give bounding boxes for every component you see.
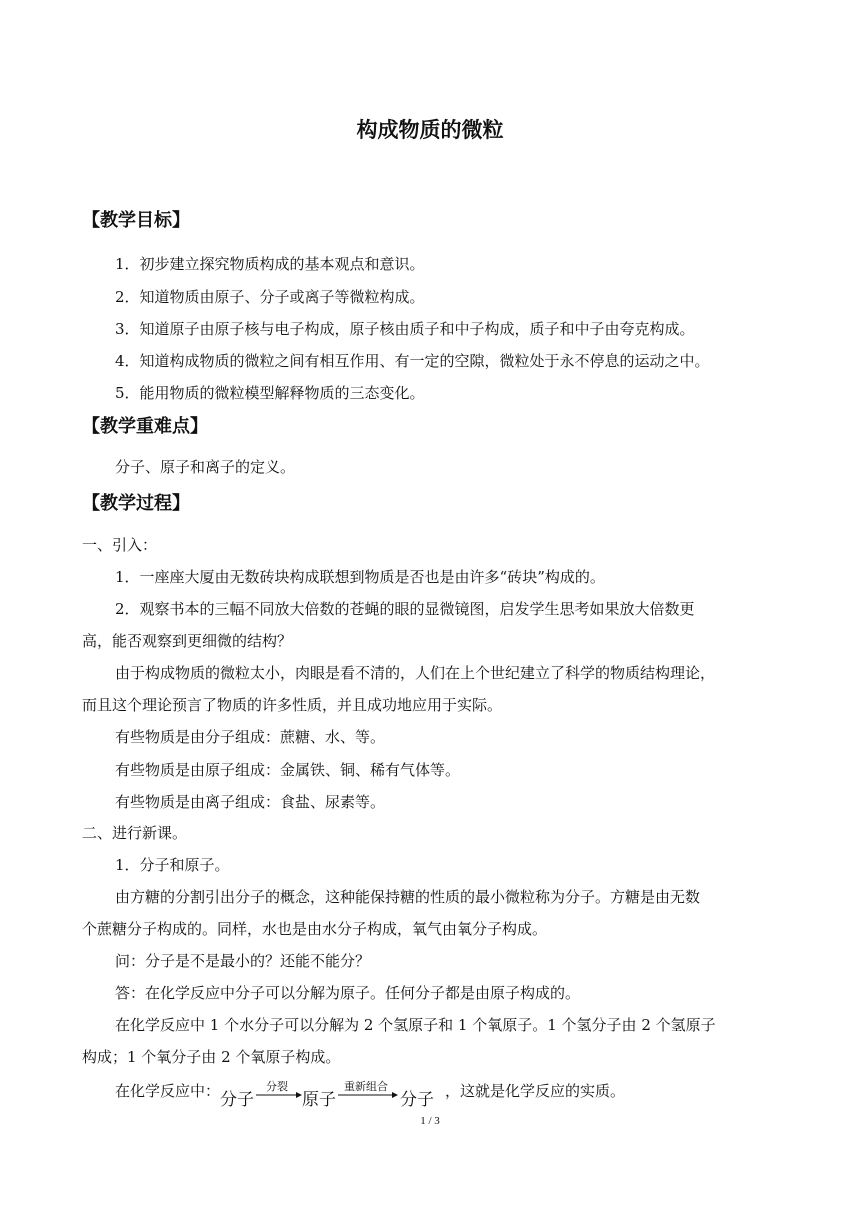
objective-item-2: 2．知道物质由原子、分子或离子等微粒构成。 [115,288,425,306]
part1-para-b: 而且这个理论预言了物质的许多性质，并且成功地应用于实际。 [82,696,503,714]
scheme-suffix: ，这就是化学反应的实质。 [445,1082,626,1100]
scheme-atom: 原子 [302,1090,337,1109]
part2-question: 问：分子是不是最小的？还能不能分？ [115,952,371,970]
key-points-text: 分子、原子和离子的定义。 [115,458,296,476]
scheme-arrow-2-head [392,1092,398,1098]
part1-label: 一、引入： [82,536,158,554]
reaction-scheme-line [115,1079,626,1109]
process-heading: 【教学过程】 [82,493,190,514]
part1-atom-line: 有些物质是由原子组成：金属铁、铜、稀有气体等。 [115,761,461,779]
part1-item-2a: 2．观察书本的三幅不同放大倍数的苍蝇的眼的显微镜图，启发学生思考如果放大倍数更 [115,600,695,618]
part2-sub-1: 1．分子和原子。 [115,856,230,874]
part1-item-2b: 高，能否观察到更细微的结构？ [82,632,293,650]
part1-ion-line: 有些物质是由离子组成：食盐、尿素等。 [115,793,386,811]
part2-para1-a: 由方糖的分割引出分子的概念，这种能保持糖的性质的最小微粒称为分子。方糖是由无数 [115,888,701,906]
scheme-prefix: 在化学反应中： [115,1082,221,1100]
objective-item-5: 5．能用物质的微粒模型解释物质的三态变化。 [115,384,425,402]
objective-item-3: 3．知道原子由原子核与电子构成，原子核由质子和中子构成，质子和中子由夸克构成。 [115,320,695,338]
part2-answer: 答：在化学反应中分子可以分解为原子。任何分子都是由原子构成的。 [115,984,581,1002]
objectives-heading: 【教学目标】 [82,210,190,231]
part2-para1-b: 个蔗糖分子构成的。同样，水也是由水分子构成，氧气由氧分子构成。 [82,920,548,938]
part1-para-a: 由于构成物质的微粒太小，肉眼是看不清的，人们在上个世纪建立了科学的物质结构理论， [115,664,716,682]
page-title: 构成物质的微粒 [356,118,504,142]
part2-para2-a: 在化学反应中 1 个水分子可以分解为 2 个氢原子和 1 个氧原子。1 个氢分子由 2 个氢原子 [115,1016,716,1034]
scheme-molecule: 分子 [220,1090,255,1109]
scheme-recombine-label: 重新组合 [344,1080,389,1093]
objective-item-4: 4．知道构成物质的微粒之间有相互作用、有一定的空隙，微粒处于永不停息的运动之中。 [115,352,710,370]
part2-para2-b: 构成；1 个氧分子由 2 个氧原子构成。 [82,1048,341,1066]
objective-item-1: 1．初步建立探究物质构成的基本观点和意识。 [115,255,425,273]
key-points-heading: 【教学重难点】 [82,416,208,437]
part1-molecule-line: 有些物质是由分子组成：蔗糖、水、等。 [115,728,386,746]
part1-item-1: 1．一座座大厦由无数砖块构成联想到物质是否也是由许多“砖块”构成的。 [115,568,605,586]
page-number: 1 / 3 [420,1115,440,1127]
scheme-split-label: 分裂 [266,1080,289,1093]
part2-label: 二、进行新课。 [82,824,188,842]
scheme-molecule-2: 分子 [400,1090,435,1109]
reaction-scheme [220,1079,445,1109]
